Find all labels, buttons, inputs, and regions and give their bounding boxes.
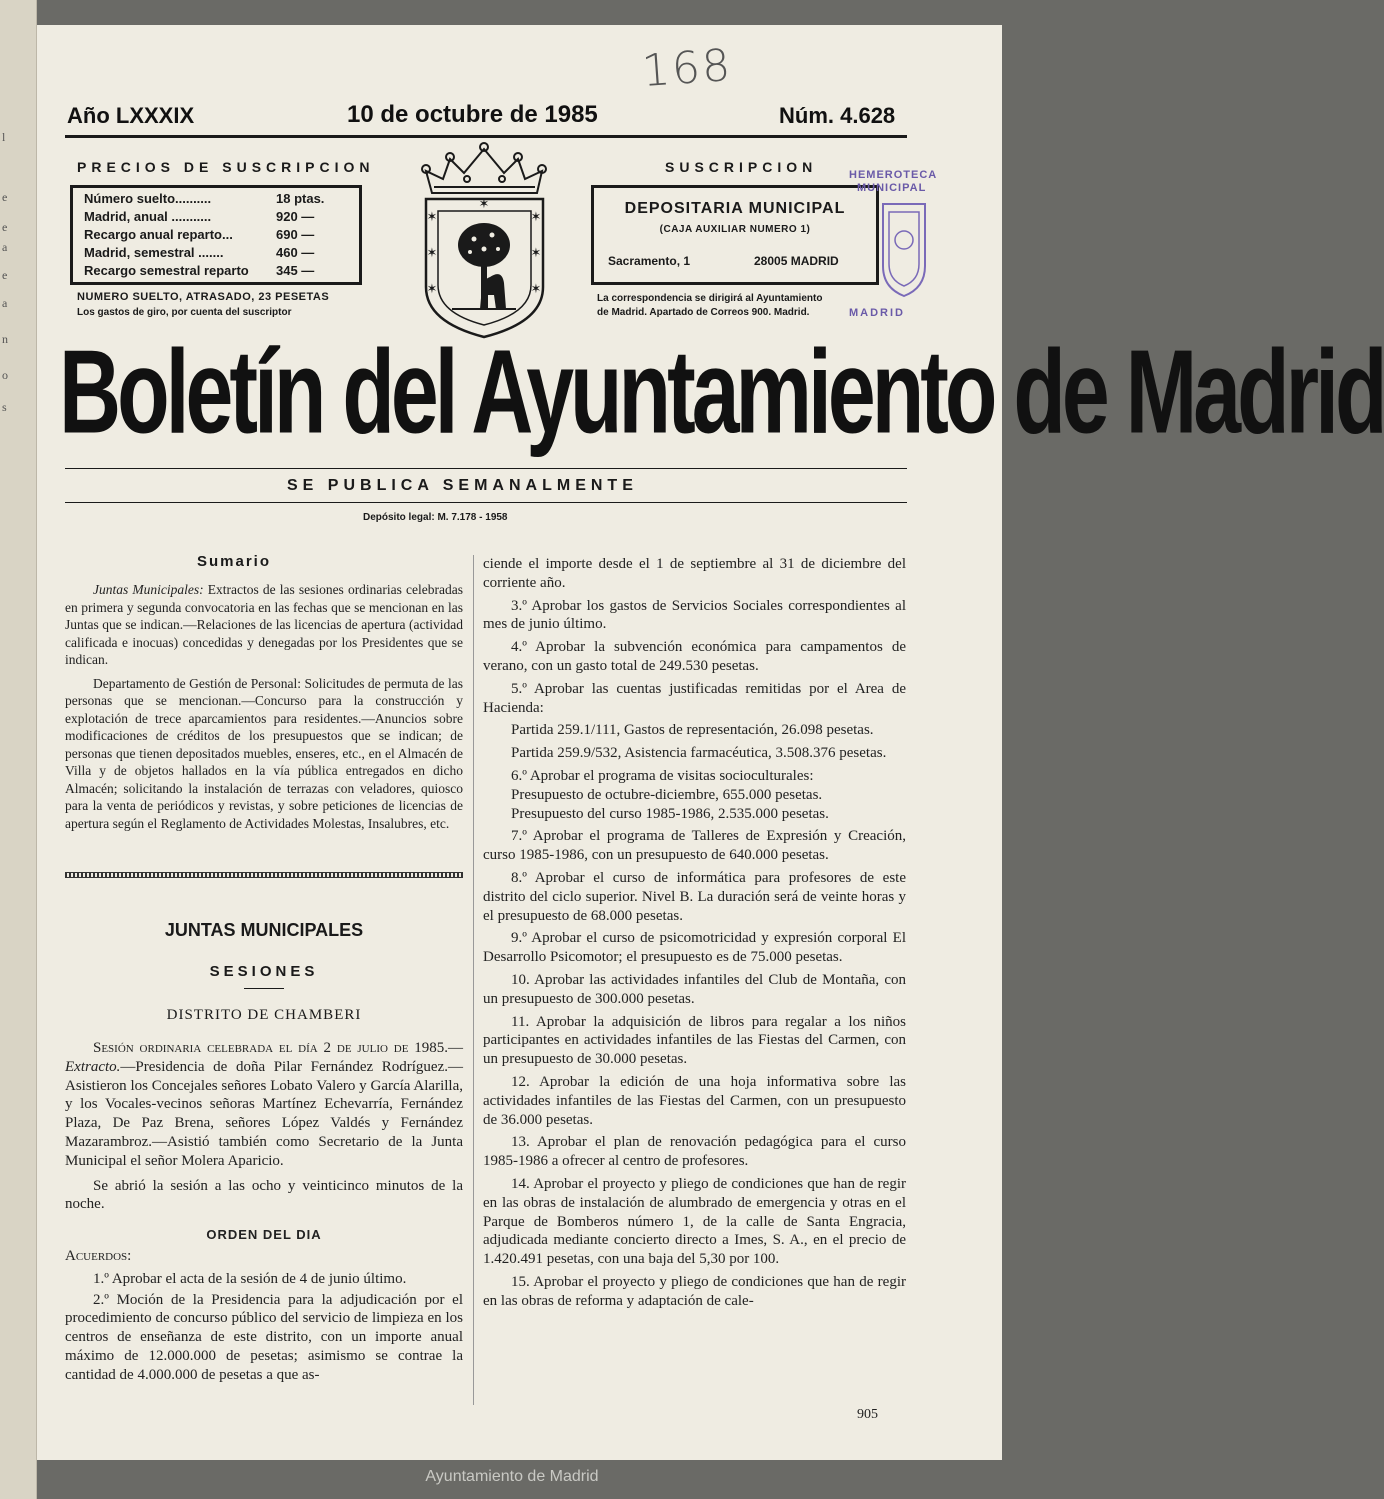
agreement-item: 6.º Aprobar el programa de visitas socioculturales:: [511, 767, 814, 784]
margin-char: a: [2, 296, 8, 310]
issue-number: Núm. 4.628: [779, 103, 896, 128]
margin-char: e: [2, 268, 8, 282]
newspaper-page: [37, 25, 1384, 1460]
margin-char: l: [2, 130, 6, 144]
agreement-item: 9.º Aprobar el curso de psicomotricidad y expresión corporal El Desarrollo Psicomotor; el presupuesto es de 75.000 pesetas.: [483, 930, 906, 966]
agreement-item: 1.º Aprobar el acta de la sesión de 4 de junio último.: [93, 1270, 407, 1287]
svg-text:✶: ✶: [530, 210, 542, 225]
stamp-shield-icon: [879, 200, 929, 298]
street-address: Sacramento, 1: [608, 254, 691, 268]
agreement-item: 11. Aprobar la adquisición de libros para regalar a los niños participantes en actividades infantiles de las Fiestas del Carmen, con un presupuesto de 30.000 pesetas.: [483, 1013, 906, 1068]
price-value: 18 ptas.: [276, 191, 325, 206]
column-divider: [473, 555, 474, 1405]
svg-text:✶: ✶: [426, 210, 438, 225]
publication-frequency: SE PUBLICA SEMANALMENTE: [287, 477, 638, 494]
agreement-item: 3.º Aprobar los gastos de Servicios Sociales correspondientes al mes de junio último.: [483, 597, 906, 633]
price-label: Número suelto..........: [84, 191, 212, 206]
correspondence-note-2: de Madrid. Apartado de Correos 900. Madrid.: [597, 307, 810, 318]
margin-char: s: [2, 400, 7, 414]
budget-line: Presupuesto de octubre-diciembre, 655.000 pesetas.: [511, 786, 823, 803]
margin-char: n: [2, 332, 8, 346]
agreement-item: 13. Aprobar el plan de renovación pedagógica para el curso 1985-1986 a ofrecer al centro de profesores.: [483, 1134, 906, 1170]
margin-char: e: [2, 190, 8, 204]
masthead-rule-bottom: [65, 502, 907, 503]
sumario-paragraph: Departamento de Gestión de Personal: Solicitudes de permuta de las personas que se mencionan.—Concurso para la construcción y explotación de trece aparcamientos para residentes.—Anuncios sobre modificaciones de créditos de los presupuestos que se indican; de personas que tienen depositados muebles, enseres, etc., en el Almacén de Villa y de objetos hallados en la vía pública entregados en dicho Almacén; solicitando la instalación de terrazas con veladores, quiosco para la venta de periódicos y revistas, y sobre peticiones de licencias de apertura según el Reglamento de Actividades Molestas, Insalubres, etc.: [65, 675, 463, 831]
price-value: 345 —: [276, 263, 315, 278]
section-title: JUNTAS MUNICIPALES: [164, 920, 364, 940]
price-value: 460 —: [276, 245, 315, 260]
stamp-hemeroteca: HEMEROTECA: [849, 169, 938, 181]
sumario-title: Sumario: [197, 553, 272, 570]
price-label: Recargo semestral reparto: [84, 263, 249, 278]
caja-label: (CAJA AUXILIAR NUMERO 1): [659, 224, 811, 235]
session-paragraph: —Presidencia de doña Pilar Fernández Rodríguez.—Asistieron los Concejales señores Lobato Valero y García Alarilla, y los Vocales-vecinos señoras Martínez Echevarría, Fernández Plaza, De Paz Brena, señores López Valdés y Fernández Mazarambroz.—Asistió también como Secretario de la Junta Municipal el señor Molera Aparicio.: [65, 1058, 463, 1169]
city-address: 28005 MADRID: [754, 254, 839, 268]
issue-date: 10 de octubre de 1985: [347, 101, 598, 128]
price-value: 690 —: [276, 227, 315, 242]
agreement-item: 5.º Aprobar las cuentas justificadas remitidas por el Area de Hacienda:: [483, 680, 906, 716]
agreement-item: 4.º Aprobar la subvención económica para campamentos de verano, con un gasto total de 249.530 pesetas.: [483, 639, 906, 674]
price-label: Madrid, semestral .......: [84, 245, 224, 260]
session-lead: Sesión ordinaria celebrada el día 2 de julio de 1985.—: [93, 1040, 463, 1056]
svg-text:✶: ✶: [530, 282, 542, 297]
year-label: Año LXXXIX: [67, 103, 195, 128]
agreement-item: ciende el importe desde el 1 de septiembre al 31 de diciembre del corriente año.: [483, 556, 906, 591]
subscription-title: SUSCRIPCION: [665, 159, 818, 175]
binding-margin: [0, 0, 37, 1499]
agreement-item: 8.º Aprobar el curso de informática para profesores de este distrito del ciclo superior. Nivel B. La duración será de veinte horas y el presupuesto de 68.000 pesetas.: [483, 869, 906, 924]
agreement-item: 10. Aprobar las actividades infantiles del Club de Montaña, con un presupuesto de 300.000 pesetas.: [483, 971, 906, 1007]
footer-watermark: Ayuntamiento de Madrid: [425, 1468, 599, 1485]
svg-text:✶: ✶: [426, 282, 438, 297]
district-heading: DISTRITO DE CHAMBERI: [166, 1007, 362, 1023]
agreement-item: 7.º Aprobar el programa de Talleres de Expresión y Creación, curso 1985-1986, con un presupuesto de 640.000 pesetas.: [483, 828, 906, 864]
agreement-item: 12. Aprobar la edición de una hoja informativa sobre las actividades infantiles de las Fiestas del Carmen, con un presupuesto de 36.000 pesetas.: [483, 1073, 906, 1128]
session-paragraph: Se abrió la sesión a las ocho y veinticinco minutos de la noche.: [65, 1177, 463, 1213]
depositaria-label: DEPOSITARIA MUNICIPAL: [624, 200, 846, 217]
sumario-paragraph: Extractos de las sesiones ordinarias celebradas en primera y segunda convocatoria en las fechas que se mencionan en las Juntas que se indican.—Relaciones de las licencias de apertura (actividad calificada e inocuas) concedidas y denegadas por los Presidentes que se indican.: [65, 582, 464, 667]
session-body: [65, 1039, 463, 1385]
masthead-rule-top: [65, 468, 907, 469]
correspondence-note-1: La correspondencia se dirigirá al Ayuntamiento: [597, 293, 823, 304]
margin-char: e: [2, 220, 8, 234]
madrid-coat-of-arms-icon: [412, 137, 557, 343]
section-subtitle: SESIONES: [209, 963, 319, 980]
svg-text:✶: ✶: [426, 246, 438, 261]
back-issue-note: NUMERO SUELTO, ATRASADO, 23 PESETAS: [77, 291, 330, 303]
price-label: Recargo anual reparto...: [84, 227, 233, 242]
prices-box: [70, 185, 362, 285]
sumario-body: [65, 581, 463, 832]
legal-deposit: Depósito legal: M. 7.178 - 1958: [363, 512, 508, 523]
handwritten-number: 168: [640, 39, 734, 98]
order-of-day-heading: ORDEN DEL DIA: [206, 1227, 322, 1243]
newspaper-title: Boletín del Ayuntamiento de Madrid: [59, 326, 1384, 459]
sumario-lead: Juntas Municipales:: [93, 582, 204, 597]
postage-note: Los gastos de giro, por cuenta del suscriptor: [77, 307, 292, 318]
margin-char: o: [2, 368, 8, 382]
section-divider: [65, 872, 463, 878]
margin-char: a: [2, 240, 8, 254]
svg-text:✶: ✶: [530, 246, 542, 261]
agreement-item: 14. Aprobar el proyecto y pliego de condiciones que han de regir en las obras de instalación de alumbrado de emergencia y otras en el Parque de Bomberos número 1, de la calle de Santa Engracia, adjudicada mediante concierto directo a Imes, S. A., en el precio de 1.420.491 pesetas, con una baja del 5,30 por 100.: [483, 1175, 906, 1268]
svg-text:✶: ✶: [478, 197, 490, 212]
session-extract-label: Extracto.: [65, 1058, 121, 1075]
price-label: Madrid, anual ...........: [84, 209, 212, 224]
stamp-municipal: MUNICIPAL: [857, 182, 927, 194]
stamp-madrid: MADRID: [849, 307, 905, 319]
page-number: 905: [857, 1407, 878, 1422]
budget-line: Partida 259.1/111, Gastos de representación, 26.098 pesetas.: [511, 722, 874, 739]
subscription-box: [591, 185, 879, 285]
subtitle-rule: [244, 988, 284, 989]
budget-line: Partida 259.9/532, Asistencia farmacéutica, 3.508.376 pesetas.: [511, 745, 887, 762]
agreements-label: Acuerdos:: [65, 1247, 132, 1264]
budget-line: Presupuesto del curso 1985-1986, 2.535.000 pesetas.: [511, 805, 829, 822]
agreement-item: 15. Aprobar el proyecto y pliego de condiciones que han de regir en las obras de reforma y adaptación de cale-: [483, 1273, 906, 1309]
right-column: [483, 555, 906, 1310]
price-value: 920 —: [276, 209, 315, 224]
agreement-item: 2.º Moción de la Presidencia para la adjudicación por el procedimiento de concurso público del servicio de limpieza en los centros de enseñanza de este distrito, con un importe anual máximo de 12.000.000 de pesetas; asimismo se contrae la cantidad de 4.000.000 de pesetas a que as-: [65, 1291, 463, 1383]
prices-title: PRECIOS DE SUSCRIPCION: [77, 159, 375, 175]
